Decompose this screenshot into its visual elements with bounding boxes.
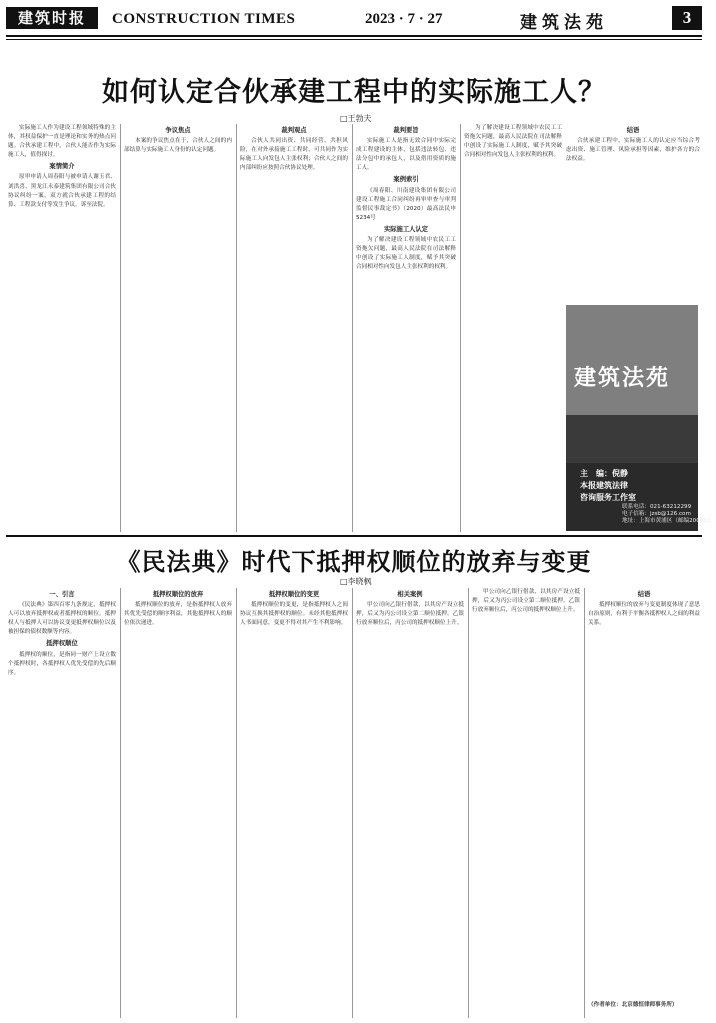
column-photo	[566, 305, 698, 415]
masthead	[0, 0, 708, 34]
column-separator	[352, 588, 353, 1018]
column-host-name: 倪静	[612, 469, 628, 478]
article2-sub-abandon: 抵押权顺位的放弃	[152, 591, 204, 598]
article2-sub-intro: 一、引言	[49, 591, 75, 598]
column-promo-box	[566, 305, 716, 531]
column-separator	[236, 124, 237, 532]
article2-sub-change: 抵押权顺位的变更	[268, 591, 320, 598]
masthead-rule	[6, 35, 702, 37]
masthead-rule-thin	[6, 39, 702, 40]
column-separator	[584, 588, 585, 1018]
column-separator	[460, 124, 461, 532]
article1-col5	[464, 124, 562, 532]
article1-sub-analysis: 裁判观点	[281, 127, 307, 134]
article2-sub-end: 结语	[637, 591, 651, 598]
article1-dispute: 本案的争议焦点在于，合伙人之间的内部结算与实际施工人身份的认定问题。	[124, 138, 232, 154]
column-separator	[352, 124, 353, 532]
article1-conclusion-prev: 为了解决建设工程领域中农民工工资拖欠问题，最高人民法院在司法解释中创设了实际施工人制度，赋予其突破合同相对性向发包人主张权利的权利。	[464, 125, 562, 159]
issue-date: 2023 · 7 · 27	[365, 11, 443, 27]
article2-col4	[356, 588, 464, 1018]
article2-intro: 《民法典》第四百零九条规定，抵押权人可以放弃抵押权或者抵押权的顺位。抵押权人与抵押人可以协议变更抵押权顺位以及被担保的债权数额等内容。	[8, 602, 116, 636]
page-number: 3	[672, 6, 702, 30]
article1-byline: □王勃夫	[340, 114, 372, 123]
article1-sub-dispute: 争议焦点	[165, 127, 191, 134]
article1-title: 如何认定合伙承建工程中的实际施工人？	[102, 77, 606, 108]
article1-practice: 为了解决建设工程领域中农民工工资拖欠问题，最高人民法院在司法解释中创设了实际施工人制度，赋予其突破合同相对性向发包人主张权利的权利。	[356, 237, 456, 271]
article1-sub-practice: 实际施工人认定	[383, 225, 429, 233]
article1-col3	[240, 124, 348, 532]
article2-col3	[240, 588, 348, 1018]
article2-cases-cont: 甲公司向乙银行借款，以其房产设立抵押，后又为丙公司设立第二顺位抵押。乙银行放弃顺位后，丙公司的抵押权顺位上升。	[472, 589, 580, 614]
column-host	[580, 468, 628, 479]
article2-cases: 甲公司向乙银行借款，以其房产设立抵押，后又为丙公司设立第二顺位抵押。乙银行放弃顺位后，丙公司的抵押权顺位上升。	[356, 602, 464, 627]
article2-col1	[8, 588, 116, 1018]
article1-sub-summary: 裁判要旨	[393, 127, 419, 134]
article1-case: 原审申请人周春阳与被申请人谢玉君、刘洪喜、黑龙江永泰建筑集团有限公司合伙协议纠纷一案，双方就合伙承建工程的结算、工程款支付等发生争议，诉至法院。	[8, 174, 116, 208]
article1-col1	[8, 124, 116, 532]
column-separator	[120, 588, 121, 1018]
article1-col6	[566, 124, 700, 300]
article1-col2	[124, 124, 232, 532]
article2-title: 《民法典》时代下抵押权顺位的放弃与变更	[116, 548, 592, 576]
column-contact-info: 联系电话：021-63212299 电子信箱：jzsb@126.com 地址：上海市黄浦区（邮编200003）	[622, 504, 716, 524]
article1-summary: 实际施工人是指无效合同中实际完成工程建设的主体，包括违法转包、违法分包中的承包人，以及借用资质的施工人。	[356, 138, 456, 172]
article1-intro: 实际施工人作为建设工程领域特殊的主体，其权益保护一直是理论和实务的热点问题。合伙承建工程中，合伙人能否作为实际施工人，值得探讨。	[8, 125, 116, 159]
column-separator	[120, 124, 121, 532]
article1-sub-case-no: 案例索引	[393, 176, 419, 184]
column-line2: 本报建筑法律	[580, 481, 628, 490]
article2-sub-definition: 抵押权顺位	[46, 640, 78, 648]
article2-sub-cases: 相关案例	[397, 591, 423, 598]
article1-col4	[356, 124, 456, 532]
column-title: 建筑法苑	[574, 365, 671, 391]
article1-case-no: 《周春阳、川南建设集团有限公司建设工程施工合同纠纷再审审查与审判监督民事裁定书》（2020）最高法民申5234号	[356, 187, 456, 221]
article1-analysis: 合伙人共同出资、共同经营、共担风险，在对外承接施工工程时，可共同作为实际施工人向发包人主张权利；合伙人之间的内部纠纷应按照合伙协议处理。	[240, 138, 348, 172]
article2-author-note: （作者单位：北京德恒律师事务所）	[588, 1002, 678, 1008]
article2-definition: 抵押权的顺位，是指同一财产上设立数个抵押权时，各抵押权人优先受偿的先后顺序。	[8, 651, 116, 676]
newspaper-logo: 建筑时报	[6, 7, 98, 29]
column-separator	[468, 588, 469, 1018]
article2-end: 抵押权顺位的放弃与变更制度体现了意思自治原则，有利于平衡各抵押权人之间的利益关系。	[588, 602, 700, 627]
article1-sub-conclusion: 结语	[626, 127, 640, 134]
article2-col2	[124, 588, 232, 1018]
article1-sub-case: 案情简介	[49, 163, 75, 171]
paper-name-en: CONSTRUCTION TIMES	[112, 11, 296, 27]
article2-col5	[472, 588, 580, 1018]
article2-change: 抵押权顺位的变更，是指抵押权人之间协议互换其抵押权的顺位。未经其他抵押权人书面同意，变更不得对其产生不利影响。	[240, 602, 348, 627]
column-separator	[236, 588, 237, 1018]
column-line3: 咨询服务工作室	[580, 493, 636, 502]
article2-abandon: 抵押权顺位的放弃，是指抵押权人放弃其优先受偿的顺序利益，其他抵押权人的顺位依次递进。	[124, 602, 232, 627]
article2-byline: □李晓枫	[340, 577, 372, 586]
article-divider	[6, 535, 702, 537]
column-host-label: 主 编：	[580, 469, 612, 478]
article2-col6	[588, 588, 700, 992]
article1-conclusion: 合伙承建工程中，实际施工人的认定应当综合考虑出资、施工管理、风险承担等因素，维护各方的合法权益。	[566, 138, 700, 163]
section-name: 建筑法苑	[520, 13, 608, 33]
